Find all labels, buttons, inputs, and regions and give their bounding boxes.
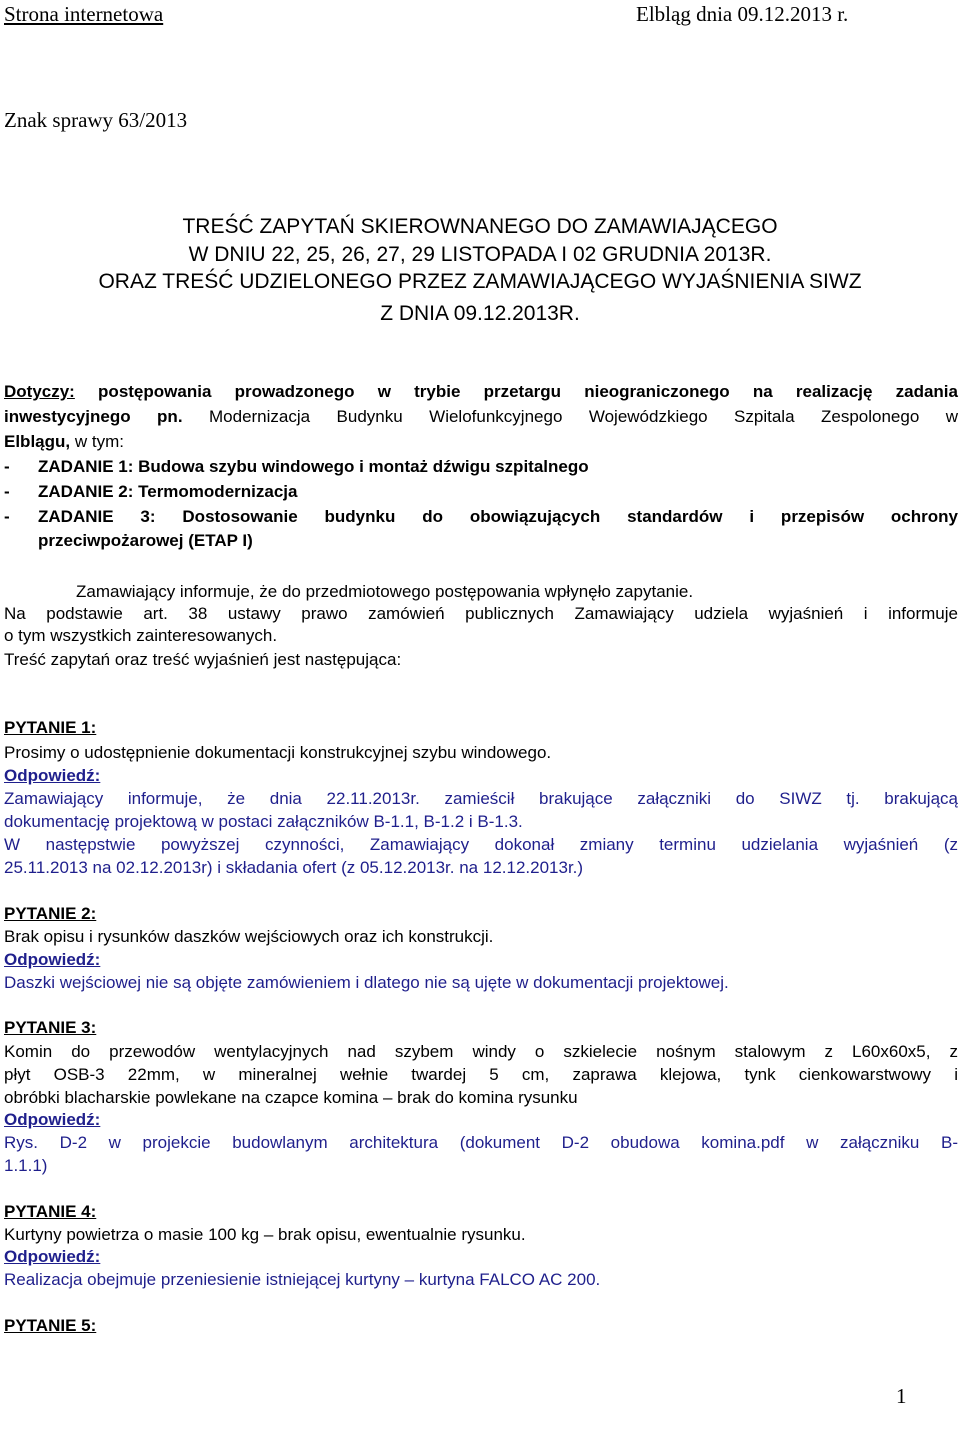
subject-label: Dotyczy:: [4, 382, 75, 401]
answer-3-line-2: 1.1.1): [4, 1156, 48, 1175]
answer-3-line-1: Rys. D-2 w projekcie budowlanym architektura (dokument D-2 obudowa komina.pdf w załączniku B-: [4, 1133, 958, 1152]
answer-1-label: Odpowiedź:: [4, 766, 101, 785]
answer-3-label: Odpowiedź:: [4, 1110, 101, 1129]
task-3-continuation: przeciwpożarowej (ETAP I): [38, 531, 253, 550]
question-2-text: Brak opisu i rysunków daszków wejściowych oraz ich konstrukcji.: [4, 927, 494, 946]
answer-1-line-3: W następstwie powyższej czynności, Zamawiający dokonał zmiany terminu udzielania wyjaśnień (z: [4, 835, 958, 854]
answer-1-line-4: 25.11.2013 na 02.12.2013r) i składania ofert (z 05.12.2013r. na 12.12.2013r.): [4, 858, 584, 877]
intro-paragraph-1: Zamawiający informuje, że do przedmiotowego postępowania wpłynęło zapytanie.: [76, 582, 694, 601]
subject-line-3: Elblągu, w tym:: [4, 432, 124, 451]
subject-line-2: inwestycyjnego pn. Modernizacja Budynku Wielofunkcyjnego Wojewódzkiego Szpitala Zespolonego w: [4, 407, 958, 426]
document-title-line-2: W DNIU 22, 25, 26, 27, 29 LISTOPADA I 02 GRUDNIA 2013R.: [188, 243, 772, 266]
case-number: Znak sprawy 63/2013: [4, 108, 188, 132]
intro-paragraph-2-line-1: Na podstawie art. 38 ustawy prawo zamówień publicznych Zamawiający udziela wyjaśnień i informuje: [4, 604, 958, 623]
document-title-line-1: TREŚĆ ZAPYTAŃ SKIEROWNANEGO DO ZAMAWIAJĄCEGO: [182, 215, 778, 238]
header-website-label: Strona internetowa: [4, 2, 164, 26]
task-2-dash: -: [4, 482, 10, 501]
answer-2-text: Daszki wejściowej nie są objęte zamówieniem i dlatego nie są ujęte w dokumentacji projektowej.: [4, 973, 729, 992]
question-3-line-1: Komin do przewodów wentylacyjnych nad szybem windy o szkielecie nośnym stalowym z L60x60x5, z: [4, 1042, 958, 1061]
answer-2-label: Odpowiedź:: [4, 950, 101, 969]
question-4-heading: PYTANIE 4:: [4, 1202, 97, 1221]
document-title-line-3: ORAZ TREŚĆ UDZIELONEGO PRZEZ ZAMAWIAJĄCEGO WYJAŚNIENIA SIWZ: [98, 270, 862, 293]
question-1-heading: PYTANIE 1:: [4, 718, 97, 737]
task-2: ZADANIE 2: Termomodernizacja: [38, 482, 298, 501]
question-1-text: Prosimy o udostępnienie dokumentacji konstrukcyjnej szybu windowego.: [4, 743, 552, 762]
subject-line-1: Dotyczy: postępowania prowadzonego w trybie przetargu nieograniczonego na realizację zadania: [4, 382, 958, 401]
page-number: 1: [896, 1384, 907, 1408]
question-3-heading: PYTANIE 3:: [4, 1018, 97, 1037]
question-5-heading: PYTANIE 5:: [4, 1316, 97, 1335]
question-4-text: Kurtyny powietrza o masie 100 kg – brak opisu, ewentualnie rysunku.: [4, 1225, 526, 1244]
question-2-heading: PYTANIE 2:: [4, 904, 97, 923]
header-place-date: Elbląg dnia 09.12.2013 r.: [636, 2, 849, 26]
answer-4-label: Odpowiedź:: [4, 1247, 101, 1266]
task-1-dash: -: [4, 457, 10, 476]
document-title-line-4: Z DNIA 09.12.2013R.: [380, 302, 580, 325]
answer-1-line-2: dokumentację projektową w postaci załączników B-1.1, B-1.2 i B-1.3.: [4, 812, 523, 831]
task-3-dash: -: [4, 507, 10, 526]
task-3: ZADANIE 3: Dostosowanie budynku do obowiązujących standardów i przepisów ochrony: [38, 507, 958, 526]
question-3-line-3: obróbki blacharskie powlekane na czapce komina – brak do komina rysunku: [4, 1088, 578, 1107]
task-1: ZADANIE 1: Budowa szybu windowego i montaż dźwigu szpitalnego: [38, 457, 589, 476]
intro-paragraph-2-line-2: o tym wszystkich zainteresowanych.: [4, 626, 278, 645]
answer-1-line-1: Zamawiający informuje, że dnia 22.11.2013r. zamieścił brakujące załączniki do SIWZ tj. brakującą: [4, 789, 958, 808]
answer-4-text: Realizacja obejmuje przeniesienie istniejącej kurtyny – kurtyna FALCO AC 200.: [4, 1270, 601, 1289]
intro-paragraph-3: Treść zapytań oraz treść wyjaśnień jest następująca:: [4, 650, 402, 669]
question-3-line-2: płyt OSB-3 22mm, w mineralnej wełnie twardej 5 cm, zaprawa klejowa, tynk cienkowarstwowy i: [4, 1065, 958, 1084]
